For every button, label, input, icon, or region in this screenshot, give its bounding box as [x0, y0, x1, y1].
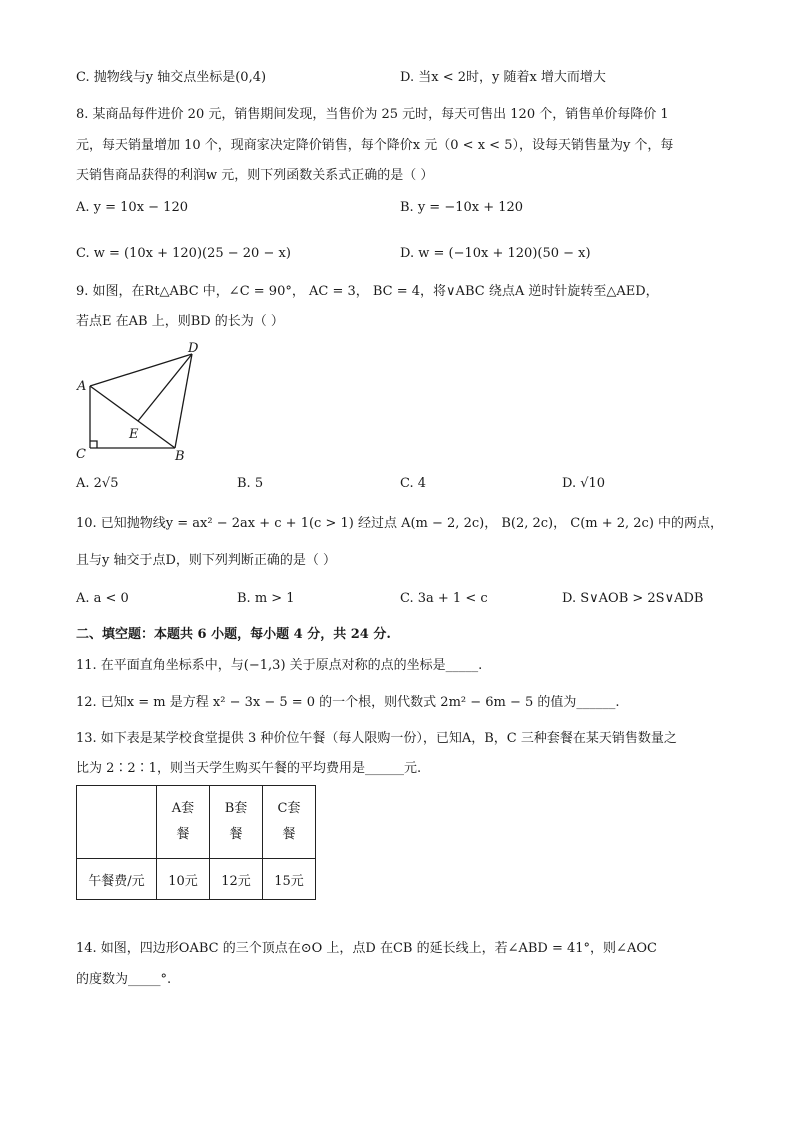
q10-option-b: B. m > 1 — [237, 591, 295, 606]
table-header-b — [210, 786, 263, 859]
q13-stem-line1: 13. 如下表是某学校食堂提供 3 种价位午餐（每人限购一份），已知A，B，C 三种套餐在某天销售数量之 — [76, 731, 677, 746]
q9-triangle-figure — [70, 338, 210, 464]
right-angle-mark — [90, 441, 97, 448]
q13-stem-line2: 比为 2∶2∶1，则当天学生购买午餐的平均费用是______元. — [76, 761, 422, 776]
table-header-a — [157, 786, 210, 859]
q9-stem-line1: 9. 如图，在Rt△ABC 中，∠C = 90°， AC = 3， BC = 4，将∨ABC 绕点A 逆时针旋转至△AED， — [76, 284, 659, 299]
price-c-cell: 15元 — [263, 859, 316, 900]
q8-option-d: D. w = (−10x + 120)(50 − x) — [400, 246, 591, 261]
q11-stem: 11. 在平面直角坐标系中，与(−1,3) 关于原点对称的点的坐标是_____. — [76, 658, 483, 673]
q8-stem-line2: 元，每天销量增加 10 个，现商家决定降价销售，每个降价x 元（0 < x < 5），设每天销售量为y 个，每 — [76, 138, 674, 153]
section-heading: 二、填空题：本题共 6 小题，每小题 4 分，共 24 分. — [76, 627, 391, 642]
segment-de — [138, 354, 192, 421]
point-e-label: E — [129, 427, 139, 442]
lunch-price-table — [76, 785, 316, 900]
q9-option-a: A. 2√5 — [76, 476, 119, 491]
price-a-cell: 10元 — [157, 859, 210, 900]
q10-stem-line1: 10. 已知抛物线y = ax² − 2ax + c + 1(c > 1) 经过点 A(m − 2, 2c)， B(2, 2c)， C(m + 2, 2c) 中的两点， — [76, 516, 724, 531]
q9-option-d: D. √10 — [562, 476, 606, 491]
q8-option-c: C. w = (10x + 120)(25 − 20 − x) — [76, 246, 291, 261]
header-a-text: A套 餐 — [171, 801, 195, 842]
q14-stem-line2: 的度数为_____°. — [76, 972, 172, 987]
segment-db — [175, 354, 192, 448]
q10-option-c: C. 3a + 1 < c — [400, 591, 488, 606]
q10-stem-line2: 且与y 轴交于点D，则下列判断正确的是（ ） — [76, 553, 337, 568]
q9-stem-line2: 若点E 在AB 上，则BD 的长为（ ） — [76, 314, 284, 329]
q9-option-b: B. 5 — [237, 476, 264, 491]
q8-option-a: A. y = 10x − 120 — [76, 200, 188, 215]
row-label-cell: 午餐费/元 — [77, 859, 157, 900]
segment-ad — [90, 354, 192, 386]
q7-option-d: D. 当x < 2时，y 随着x 增大而增大 — [400, 70, 606, 85]
q8-option-b: B. y = −10x + 120 — [400, 200, 524, 215]
table-header-c — [263, 786, 316, 859]
q8-stem-line3: 天销售商品获得的利润w 元，则下列函数关系式正确的是（ ） — [76, 168, 434, 183]
table-header-row — [77, 786, 316, 859]
price-b-cell: 12元 — [210, 859, 263, 900]
header-b-text: B套 餐 — [224, 801, 248, 842]
q10-option-d: D. S∨AOB > 2S∨ADB — [562, 591, 704, 606]
table-corner-cell — [77, 786, 157, 859]
q7-option-c: C. 抛物线与y 轴交点坐标是(0,4) — [76, 70, 267, 85]
q12-stem: 12. 已知x = m 是方程 x² − 3x − 5 = 0 的一个根，则代数式 2m² − 6m − 5 的值为______. — [76, 695, 620, 710]
header-c-text: C套 餐 — [277, 801, 301, 842]
point-b-label: B — [175, 449, 185, 464]
q10-option-a: A. a < 0 — [76, 591, 129, 606]
point-d-label: D — [188, 341, 199, 356]
point-a-label: A — [77, 379, 87, 394]
q8-stem-line1: 8. 某商品每件进价 20 元，销售期间发现，当售价为 25 元时，每天可售出 120 个，销售单价每降价 1 — [76, 107, 669, 122]
q14-stem-line1: 14. 如图，四边形OABC 的三个顶点在⊙O 上，点D 在CB 的延长线上，若∠ABD = 41°，则∠AOC — [76, 941, 657, 956]
table-row — [77, 859, 316, 900]
point-c-label: C — [76, 447, 86, 462]
q9-option-c: C. 4 — [400, 476, 427, 491]
